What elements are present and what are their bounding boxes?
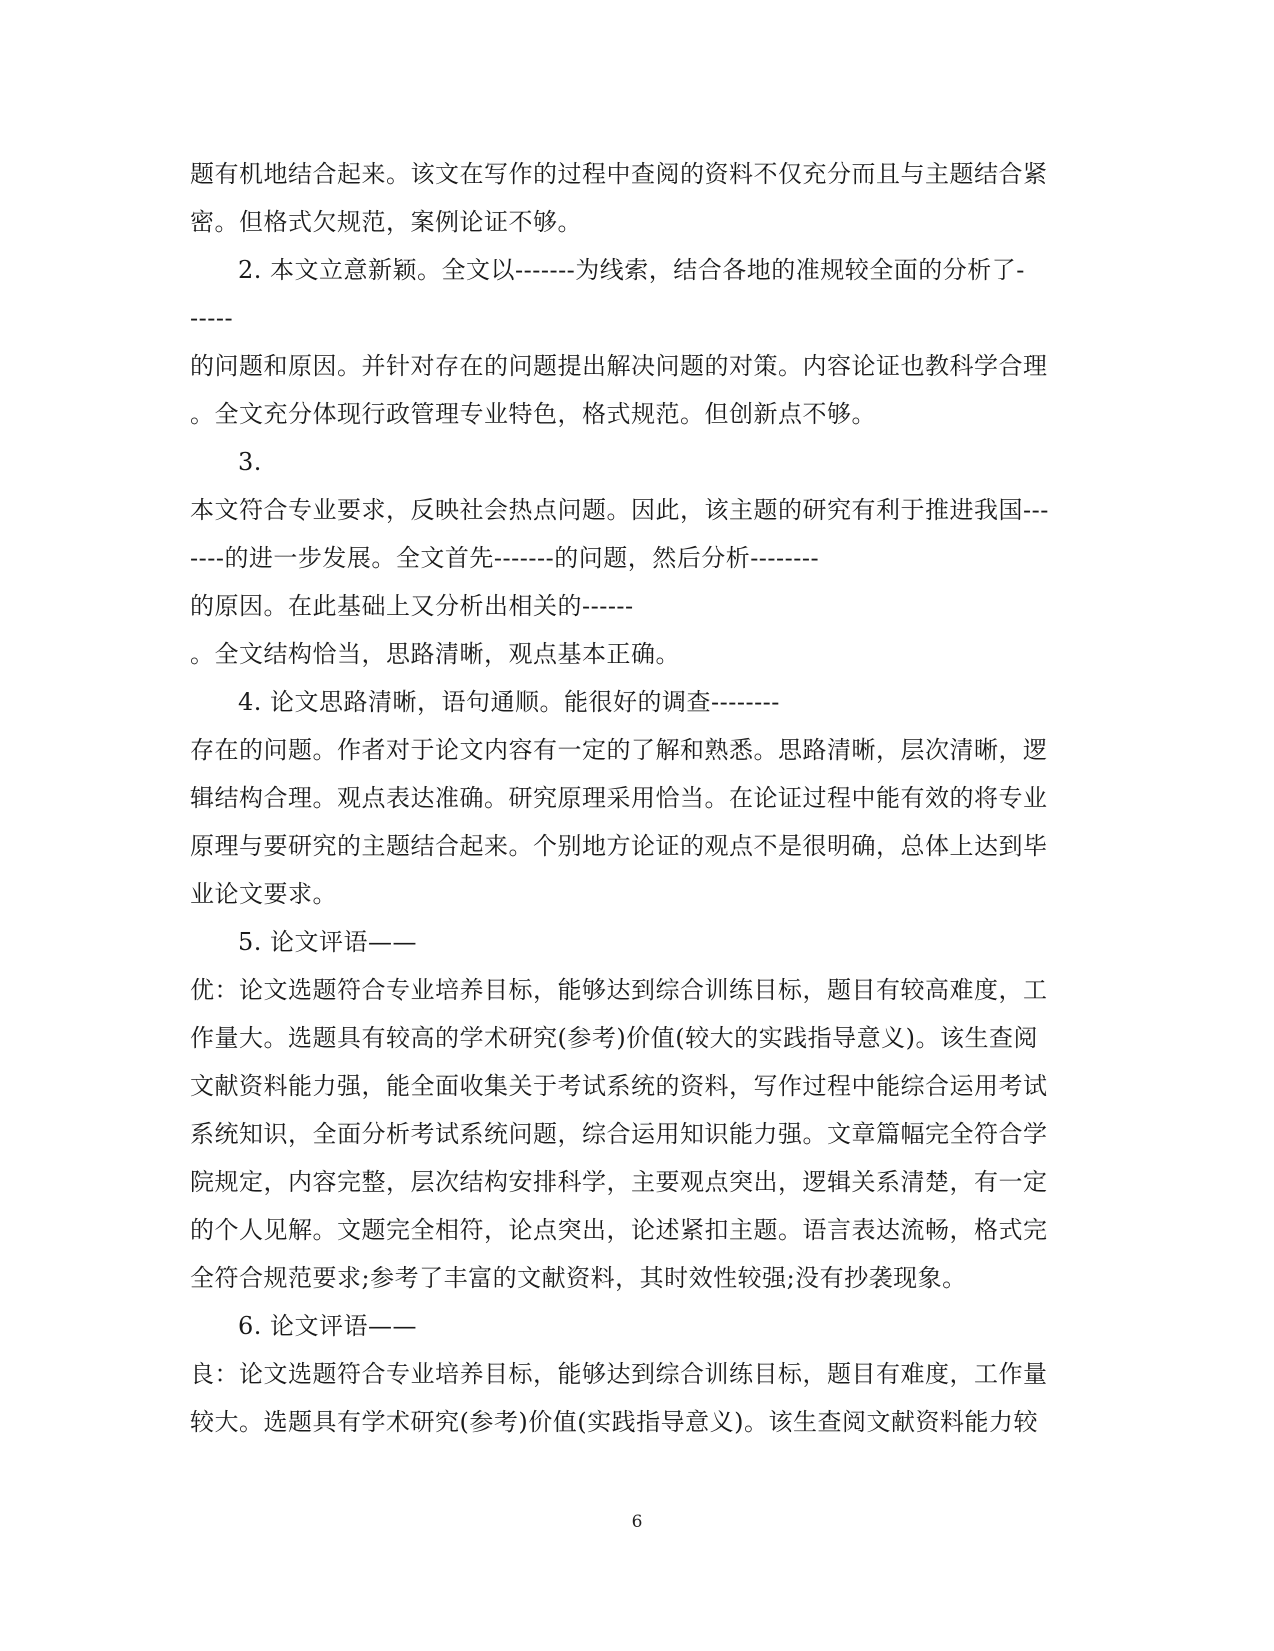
text-line: 业论文要求。: [190, 880, 337, 908]
text-line: 本文符合专业要求，反映社会热点问题。因此，该主题的研究有利于推进我国---: [190, 496, 1049, 524]
page-number: 6: [631, 1512, 643, 1532]
text-line: 作量大。选题具有较高的学术研究(参考)价值(较大的实践指导意义)。该生查阅: [190, 1024, 1038, 1052]
item-2-line: 2. 本文立意新颖。全文以-------为线索，结合各地的准规较全面的分析了-: [238, 256, 1025, 284]
text-line: 优：论文选题符合专业培养目标，能够达到综合训练目标，题目有较高难度，工: [190, 976, 1048, 1004]
text-line: 文献资料能力强，能全面收集关于考试系统的资料，写作过程中能综合运用考试: [190, 1072, 1048, 1100]
text-line: 的个人见解。文题完全相符，论点突出，论述紧扣主题。语言表达流畅，格式完: [190, 1216, 1048, 1244]
document-body: [190, 150, 1070, 1446]
text-line: 系统知识，全面分析考试系统问题，综合运用知识能力强。文章篇幅完全符合学: [190, 1120, 1048, 1148]
text-line: 较大。选题具有学术研究(参考)价值(实践指导意义)。该生查阅文献资料能力较: [190, 1408, 1038, 1436]
text-line: 辑结构合理。观点表达准确。研究原理采用恰当。在论证过程中能有效的将专业: [190, 784, 1048, 812]
item-6-line: 6. 论文评语——: [238, 1312, 418, 1340]
text-line: 存在的问题。作者对于论文内容有一定的了解和熟悉。思路清晰，层次清晰，逻: [190, 736, 1048, 764]
text-line: ----的进一步发展。全文首先-------的问题，然后分析--------: [190, 544, 820, 572]
text-line: 。全文结构恰当，思路清晰，观点基本正确。: [190, 640, 680, 668]
item-3-line: 3.: [238, 448, 262, 476]
text-line: 院规定，内容完整，层次结构安排科学，主要观点突出，逻辑关系清楚，有一定: [190, 1168, 1048, 1196]
text-line: -----: [190, 304, 234, 332]
text-line: 题有机地结合起来。该文在写作的过程中查阅的资料不仅充分而且与主题结合紧: [190, 160, 1048, 188]
item-4-line: 4. 论文思路清晰，语句通顺。能很好的调查--------: [238, 688, 780, 716]
text-line: 密。但格式欠规范，案例论证不够。: [190, 208, 582, 236]
text-line: 的问题和原因。并针对存在的问题提出解决问题的对策。内容论证也教科学合理: [190, 352, 1048, 380]
text-line: 全符合规范要求;参考了丰富的文献资料，其时效性较强;没有抄袭现象。: [190, 1264, 967, 1292]
text-line: 原理与要研究的主题结合起来。个别地方论证的观点不是很明确，总体上达到毕: [190, 832, 1048, 860]
text-line: 良：论文选题符合专业培养目标，能够达到综合训练目标，题目有难度，工作量: [190, 1360, 1048, 1388]
item-5-line: 5. 论文评语——: [238, 928, 418, 956]
text-line: 的原因。在此基础上又分析出相关的------: [190, 592, 634, 620]
text-line: 。全文充分体现行政管理专业特色，格式规范。但创新点不够。: [190, 400, 876, 428]
